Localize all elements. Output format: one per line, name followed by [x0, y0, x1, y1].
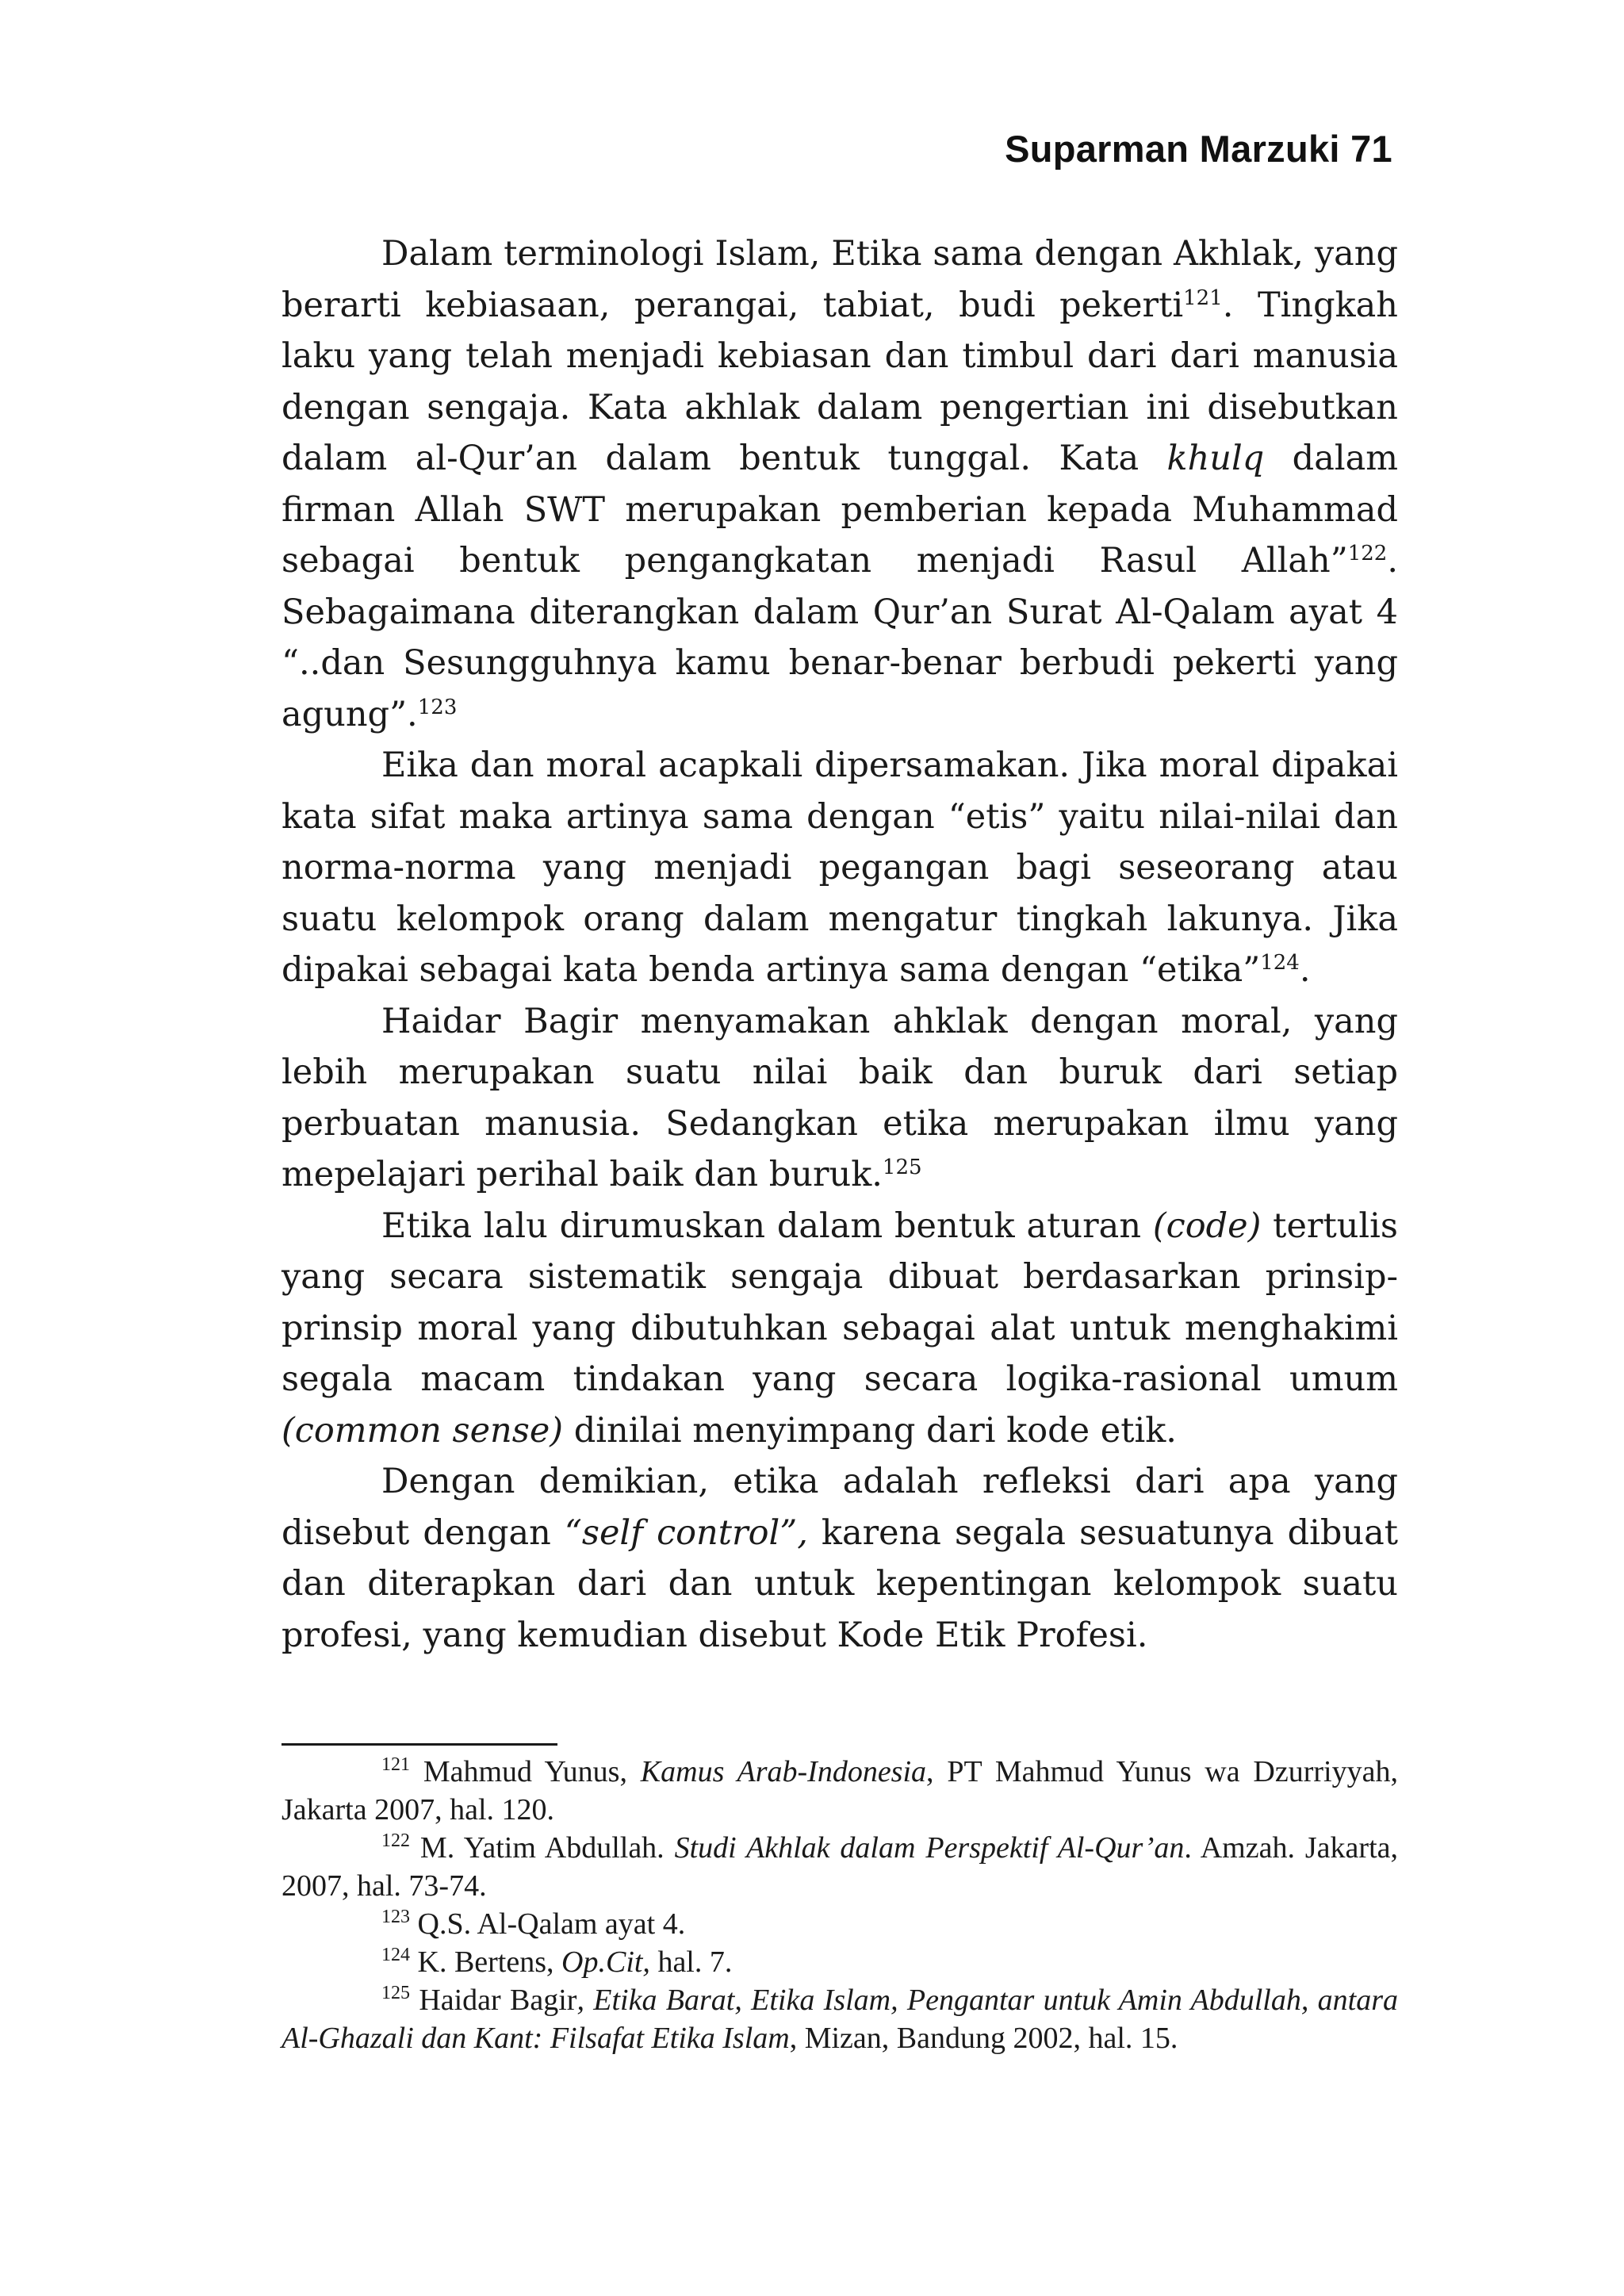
italic-term-self-control: “self control”, [564, 1512, 808, 1553]
paragraph-moral [282, 740, 1398, 996]
paragraph-code [282, 1201, 1398, 1457]
footnote-number: 121 [381, 1754, 410, 1775]
italic-term-khulq: khulq [1166, 439, 1265, 478]
footnote-title: , Etika Barat, Etika Islam, Pengantar untuk Amin Abdullah, antara Al-Ghazali dan Kant: Filsafat Etika Islam [282, 1984, 1398, 2055]
paragraph-akhlak [282, 228, 1398, 740]
text-run: dalam firman Allah SWT merupakan pemberian kepada Muhammad sebagai bentuk pengangkatan menjadi Rasul Allah” [282, 439, 1398, 581]
text-run: tertulis yang secara sistematik sengaja dibuat berdasarkan prinsip-prinsip moral yang dibutuhkan sebagai alat untuk menghakimi segala macam tindakan yang secara logika-rasional umum [282, 1205, 1398, 1399]
footnote-number: 122 [381, 1830, 410, 1851]
footnote-ref-122[interactable]: 122 [1347, 542, 1388, 565]
paragraph-self-control [282, 1456, 1398, 1661]
footnote-text: Q.S. Al-Qalam ayat 4. [410, 1907, 686, 1941]
footnotes [282, 1753, 1398, 2057]
text-run: . Tingkah laku yang telah menjadi kebiasan dan timbul dari dari manusia dengan sengaja. Kata akhlak dalam pengertian ini disebutkan dalam al-Qur’an dalam bentuk tunggal. Kata [282, 285, 1398, 478]
footnote-text: , Mizan, Bandung 2002, hal. 15. [789, 2022, 1178, 2055]
text-run: Dengan demikian, etika adalah refleksi dari apa yang disebut dengan [282, 1462, 1398, 1553]
footnote-123 [282, 1905, 1398, 1943]
footnote-text: , PT Mahmud Yunus wa Dzurriyyah, Jakarta 2007, hal. 120. [282, 1755, 1398, 1826]
italic-term-common-sense: (common sense) [282, 1410, 564, 1451]
footnote-title: Studi Akhlak dalam Perspektif Al-Qur’an [674, 1831, 1185, 1865]
footnote-ref-121[interactable]: 121 [1183, 286, 1223, 310]
text-run: dinilai menyimpang dari kode etik. [563, 1410, 1177, 1451]
footnote-ref-125[interactable]: 125 [882, 1156, 922, 1179]
text-run: . [1299, 950, 1311, 990]
footnote-125 [282, 1981, 1398, 2057]
text-run: Etika lalu dirumuskan dalam bentuk aturan [381, 1205, 1153, 1246]
footnote-text: Haidar Bagir [410, 1984, 577, 2017]
footnote-title: Op.Cit, [561, 1945, 650, 1979]
footnote-ref-124[interactable]: 124 [1260, 951, 1300, 975]
paragraph-haidar-bagir [282, 996, 1398, 1201]
main-text [282, 228, 1398, 1661]
italic-term-code: (code) [1152, 1205, 1262, 1246]
footnote-number: 123 [381, 1907, 410, 1927]
footnote-text: K. Bertens, [410, 1945, 562, 1979]
text-run: . Sebagaimana diterangkan dalam Qur’an Surat Al-Qalam ayat 4 “..dan Sesungguhnya kamu benar-benar berbudi pekerti yang agung”. [282, 541, 1398, 734]
running-head: Suparman Marzuki 71 [1005, 128, 1392, 170]
footnote-divider [282, 1743, 557, 1746]
footnote-text: . Amzah. Jakarta, 2007, hal. 73-74. [282, 1831, 1398, 1903]
footnote-text: hal. 7. [649, 1945, 733, 1979]
footnote-number: 124 [381, 1945, 410, 1965]
text-run: Dalam terminologi Islam, Etika sama dengan Akhlak, yang berarti kebiasaan, perangai, tabiat, budi pekerti [282, 234, 1398, 325]
footnote-number: 125 [381, 1983, 410, 2003]
footnote-text: M. Yatim Abdullah. [410, 1831, 675, 1865]
footnote-title: Kamus Arab-Indonesia [640, 1755, 927, 1788]
footnote-124 [282, 1943, 1398, 1981]
text-run: Eika dan moral acapkali dipersamakan. Jika moral dipakai kata sifat maka artinya sama dengan “etis” yaitu nilai-nilai dan norma-norma yang menjadi pegangan bagi seseorang atau suatu kelompok orang dalam mengatur tingkah lakunya. Jika dipakai sebagai kata benda artinya sama dengan “etika” [282, 746, 1398, 990]
text-run: karena segala sesuatunya dibuat dan diterapkan dari dan untuk kepentingan kelompok suatu profesi, yang kemudian disebut Kode Etik Profesi. [282, 1512, 1399, 1655]
footnote-121 [282, 1753, 1398, 1829]
footnote-122 [282, 1829, 1398, 1905]
text-run: Haidar Bagir menyamakan ahklak dengan moral, yang lebih merupakan suatu nilai baik dan buruk dari setiap perbuatan manusia. Sedangkan etika merupakan ilmu yang mepelajari perihal baik dan buruk. [282, 1001, 1398, 1194]
footnote-text: Mahmud Yunus, [410, 1755, 641, 1788]
footnote-ref-123[interactable]: 123 [417, 695, 458, 719]
